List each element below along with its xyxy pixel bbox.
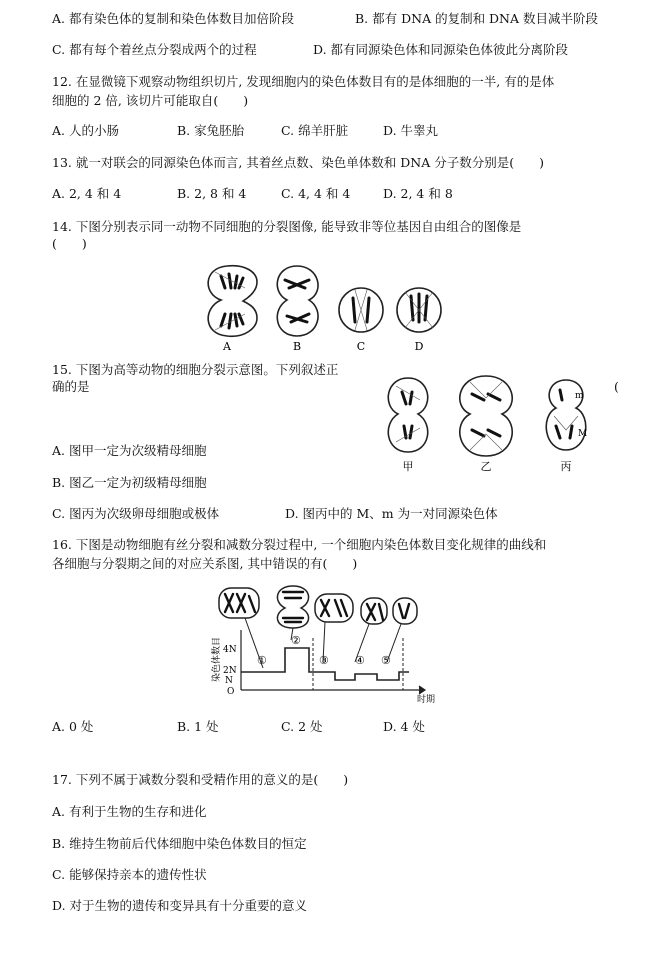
q17-option-d: D. 对于生物的遗传和变异具有十分重要的意义 xyxy=(52,898,308,913)
q15-label-yi: 乙 xyxy=(480,460,492,473)
q16-figure xyxy=(205,582,450,704)
q16-ytick-2n: 2N xyxy=(223,666,237,676)
cell-b-outline xyxy=(277,266,318,336)
q12-stem-line1: 12. 在显微镜下观察动物组织切片, 发现细胞内的染色体数目有的是体细胞的一半, 有的是体 xyxy=(52,74,555,89)
q16-ytick-o: O xyxy=(227,687,235,697)
q16-cell-3 xyxy=(315,594,353,622)
q12-option-c: C. 绵羊肝脏 xyxy=(281,123,349,138)
q16-ytick-4n: 4N xyxy=(223,645,237,655)
q12-option-b: B. 家兔胚胎 xyxy=(177,123,245,138)
q16-cell-1 xyxy=(219,588,259,618)
q12-stem-line2: 细胞的 2 倍, 该切片可能取自( ) xyxy=(52,93,249,108)
q16-stem-line2: 各细胞与分裂期之间的对应关系图, 其中错误的有( ) xyxy=(52,556,358,571)
q11-option-c: C. 都有每个着丝点分裂成两个的过程 xyxy=(52,42,257,57)
q16-stage-3: ③ xyxy=(319,654,329,667)
q14-label-b: B xyxy=(292,340,302,353)
q15-option-d: D. 图丙中的 M、m 为一对同源染色体 xyxy=(285,506,498,521)
q13-option-d: D. 2, 4 和 8 xyxy=(383,186,453,201)
q14-cell-figure xyxy=(205,258,450,354)
q16-cell-5 xyxy=(393,598,417,624)
q11-option-b: B. 都有 DNA 的复制和 DNA 数目减半阶段 xyxy=(355,11,598,26)
q15-stem-line1: 15. 下图为高等动物的细胞分裂示意图。下列叙述正 xyxy=(52,362,339,377)
q15-cell-figure xyxy=(380,370,605,478)
cell-jia-outline xyxy=(388,378,427,452)
q17-option-c: C. 能够保持亲本的遗传性状 xyxy=(52,867,207,882)
q16-ylabel: 染色体数目 xyxy=(212,636,222,682)
q16-option-c: C. 2 处 xyxy=(281,719,323,734)
q13-option-b: B. 2, 8 和 4 xyxy=(177,186,247,201)
q12-option-a: A. 人的小肠 xyxy=(52,123,119,138)
q15-option-c: C. 图丙为次级卵母细胞或极体 xyxy=(52,506,220,521)
q11-option-a: A. 都有染色体的复制和染色体数目加倍阶段 xyxy=(52,11,294,26)
q16-stage-4: ④ xyxy=(355,654,365,667)
q14-label-d: D xyxy=(414,340,424,353)
q13-option-c: C. 4, 4 和 4 xyxy=(281,186,351,201)
q16-option-d: D. 4 处 xyxy=(383,719,425,734)
q16-ytick-n: N xyxy=(225,676,233,686)
q14-label-a: A xyxy=(223,340,231,353)
q15-option-a: A. 图甲一定为次级精母细胞 xyxy=(52,443,207,458)
q14-stem-line2: ( ) xyxy=(52,236,87,251)
q16-option-a: A. 0 处 xyxy=(52,719,94,734)
q16-stage-1: ① xyxy=(257,654,267,667)
cell-a-outline xyxy=(208,266,257,337)
q15-m-small: m xyxy=(575,391,584,401)
q15-m-big: M xyxy=(578,429,588,439)
q11-option-d: D. 都有同源染色体和同源染色体彼此分离阶段 xyxy=(313,42,569,57)
q13-option-a: A. 2, 4 和 4 xyxy=(52,186,122,201)
q15-label-bing: 丙 xyxy=(560,460,572,473)
q14-stem-line1: 14. 下图分别表示同一动物不同细胞的分裂图像, 能导致非等位基因自由组合的图像是 xyxy=(52,219,522,234)
q17-option-a: A. 有利于生物的生存和进化 xyxy=(52,804,207,819)
q17-option-b: B. 维持生物前后代体细胞中染色体数目的恒定 xyxy=(52,836,307,851)
q17-stem: 17. 下列不属于减数分裂和受精作用的意义的是( ) xyxy=(52,772,349,787)
q13-stem: 13. 就一对联会的同源染色体而言, 其着丝点数、染色单体数和 DNA 分子数分别是( ) xyxy=(52,155,544,170)
q16-stage-2: ② xyxy=(291,634,301,647)
q12-option-d: D. 牛睾丸 xyxy=(383,123,439,138)
q15-option-b: B. 图乙一定为初级精母细胞 xyxy=(52,475,207,490)
q15-stem-line2: 确的是 xyxy=(52,379,90,394)
q15-paren: ( xyxy=(614,379,619,394)
q15-label-jia: 甲 xyxy=(402,460,414,473)
q16-stage-5: ⑤ xyxy=(381,654,391,667)
q16-xlabel: 时期 xyxy=(417,695,436,704)
q16-option-b: B. 1 处 xyxy=(177,719,219,734)
q16-stem-line1: 16. 下图是动物细胞有丝分裂和减数分裂过程中, 一个细胞内染色体数目变化规律的曲线和 xyxy=(52,537,547,552)
q14-label-c: C xyxy=(356,340,366,353)
cell-yi-outline xyxy=(460,376,512,456)
